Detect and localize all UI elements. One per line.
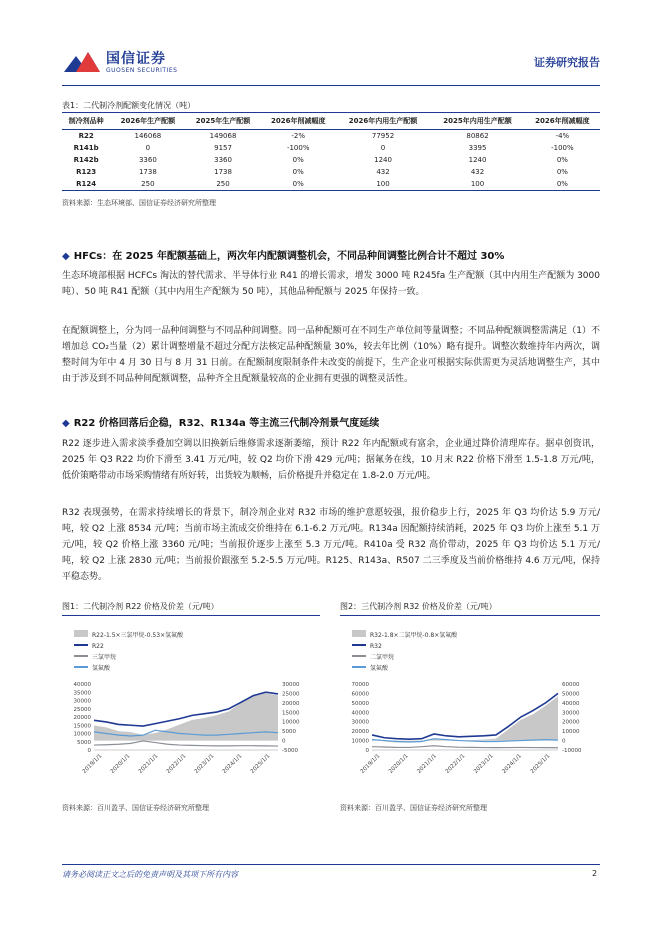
x-tick: 2024/1/1 — [501, 753, 524, 775]
x-tick: 2020/1/1 — [388, 753, 410, 775]
table-cell: -100% — [551, 144, 574, 152]
table-cell: 432 — [470, 168, 485, 176]
table-cell: 1738 — [138, 168, 157, 176]
table-cell: 3395 — [468, 144, 487, 152]
y-left-tick: 20000 — [73, 715, 91, 721]
table-cell: 0% — [261, 178, 336, 191]
y-right-tick: 30000 — [562, 710, 580, 717]
legend-label: R22 — [92, 643, 104, 650]
x-tick: 2022/1/1 — [165, 753, 188, 775]
table-cell: 100 — [430, 178, 524, 191]
table-cell: 146068 — [134, 132, 162, 140]
x-tick: 2020/1/1 — [109, 753, 132, 775]
table-title: 表1：二代制冷剂配额变化情况（吨） — [62, 101, 196, 110]
x-tick: 2025/1/1 — [249, 753, 272, 775]
y-right-tick: -10000 — [562, 748, 582, 754]
y-left-tick: 35000 — [73, 690, 91, 697]
table-cell: 0% — [292, 156, 304, 164]
figure1-title: 图1：二代制冷剂 R22 价格及价差（元/吨） — [62, 601, 320, 616]
x-tick: 2019/1/1 — [359, 753, 382, 775]
section-heading-hfcs — [62, 247, 602, 262]
y-right-tick: 40000 — [562, 700, 580, 707]
y-left-tick: 0 — [87, 748, 91, 754]
x-tick: 2025/1/1 — [529, 753, 552, 775]
table-cell: 0% — [556, 168, 568, 176]
col-header: 2026年生产配额 — [110, 113, 185, 130]
paragraph: 生态环境部根据 HCFCs 淘汰的替代需求、半导体行业 R41 的增长需求，增发 3000 吨 R245fa 生产配额（其中内用生产配额为 3000 吨）、50 吨 R41 配额（其中内用生产配额为 50 吨），其他品种配额与 2025 年保持一致。 — [62, 271, 600, 297]
table-cell: 100 — [336, 178, 430, 191]
legend-label: R32-1.8×二氯甲烷-0.8×氢氟酸 — [370, 632, 458, 639]
diamond-bullet-icon: ◆ — [62, 251, 70, 262]
table-cell: 250 — [110, 178, 185, 191]
table-cell: 0% — [556, 156, 568, 164]
y-left-tick: 15000 — [73, 723, 91, 730]
y-right-tick: 0 — [282, 738, 286, 745]
table-cell: -4% — [555, 132, 570, 140]
y-left-tick: 50000 — [351, 700, 369, 707]
y-left-tick: 30000 — [73, 698, 91, 705]
page-number: 2 — [592, 869, 598, 878]
table-cell: 1738 — [214, 168, 232, 176]
section-heading-text: R22 价格回落后企稳，R32、R134a 等主流三代制冷剂景气度延续 — [73, 418, 380, 429]
y-left-tick: 25000 — [73, 706, 91, 713]
paragraph: R22 逐步进入需求淡季叠加空调以旧换新后维修需求逐渐萎缩，预计 R22 年内配额或有富余，企业通过降价清理库存。据卓创资讯，2025 年 Q3 R22 均价下滑至 3.41 万元/吨，较 Q2 均价下滑 429 元/吨；据氟务在线，10 月末 R22 价格下滑至 1.5-1.8 万元/吨，低价策略带动市场采购情绪有所好转，出货较为顺畅，后价格提升并稳定在 1.8-2.0 万元/吨。 — [62, 439, 600, 481]
x-tick: 2022/1/1 — [444, 753, 467, 775]
col-header: 2026年内用生产配额 — [336, 113, 430, 130]
y-right-tick: 15000 — [282, 710, 300, 717]
report-type: 证券研究报告 — [534, 56, 600, 69]
spread-area — [372, 696, 558, 742]
table-header-row — [62, 113, 600, 130]
y-right-tick: 0 — [562, 738, 566, 745]
legend-label: 二氯甲烷 — [370, 654, 395, 661]
r32-price-chart — [340, 622, 600, 790]
table-cell: 0 — [145, 144, 151, 152]
legend-label: 三氯甲烷 — [92, 654, 117, 661]
y-left-tick: 70000 — [351, 682, 369, 688]
y-left-tick: 40000 — [73, 682, 91, 688]
y-right-tick: -5000 — [282, 748, 298, 754]
footer-disclaimer: 请务必阅读正文之后的免责声明及其项下所有内容 — [62, 870, 238, 879]
table-row — [62, 166, 600, 178]
table-cell: R124 — [62, 178, 110, 191]
table-cell: R142b — [73, 156, 99, 164]
y-left-tick: 5000 — [77, 739, 91, 746]
y-right-tick: 25000 — [282, 691, 300, 698]
table-cell: 0 — [380, 144, 386, 152]
legend-swatch — [352, 630, 366, 637]
figure2-title: 图2：三代制冷剂 R32 价格及价差（元/吨） — [340, 601, 600, 616]
y-left-tick: 10000 — [73, 731, 91, 738]
table-cell: R123 — [76, 168, 97, 176]
y-left-tick: 40000 — [351, 710, 369, 717]
y-right-tick: 20000 — [562, 719, 580, 726]
y-right-tick: 20000 — [282, 700, 300, 707]
table-cell: -2% — [291, 132, 306, 140]
y-right-tick: 10000 — [282, 719, 300, 726]
guosen-logo — [62, 42, 192, 82]
table-cell: 3360 — [138, 156, 157, 164]
paragraph: R32 表现强势，在需求持续增长的背景下，制冷剂企业对 R32 市场的维护意愿较强，报价稳步上行，2025 年 Q3 均价达 5.9 万元/吨，较 Q2 上涨 8534 元/吨；当前市场主流成交价维持在 6.1-6.2 万元/吨。R134a 因配额持续消耗，2025 年 Q3 均价上涨至 5.1 万元/吨，较 Q2 价格上涨 3360 元/吨；当前报价逐步上涨至 5.3 万元/吨。R410a 受 R32 高价带动，2025 年 Q3 均价达 5.1 万元/吨，较 Q2 上涨 2830 元/吨；当前报价跟涨至 5.2-5.5 万元/吨。R125、R143a、R507 二三季度及当前价格维持 4.6 万元/吨，保持平稳态势。 — [62, 508, 600, 582]
col-header: 制冷剂品种 — [62, 113, 110, 130]
x-tick: 2024/1/1 — [221, 753, 244, 775]
table-cell: 1240 — [374, 156, 392, 164]
x-tick: 2023/1/1 — [473, 753, 495, 775]
y-right-tick: 30000 — [282, 682, 300, 688]
legend-swatch — [74, 630, 88, 637]
quota-table — [62, 112, 600, 191]
paragraph: 在配额调整上，分为同一品种间调整与不同品种间调整。同一品种配额可在不同生产单位间等量调整；不同品种配额调整需满足（1）不增加总 CO₂当量（2）累计调整增量不超过分配方法核定品种配额量 30%，较去年比例（10%）略有提升。调整次数维持年内两次，调整时间为年中 4 月 30 日与 8 月 31 日前。在配额制度限制条件未改变的前提下，生产企业可根据实际供需更为灵活地调整生产，其中由于涉及到不同品种间配额调整，品种齐全且配额量较高的企业拥有更强的调整灵活性。 — [62, 326, 600, 384]
section-heading-r22 — [62, 414, 602, 429]
y-right-tick: 50000 — [562, 691, 580, 698]
legend-label: R22-1.5×三氯甲烷-0.53×氢氟酸 — [92, 632, 184, 639]
solvent-price-line — [94, 741, 278, 746]
col-header: 2026年削减幅度 — [261, 113, 336, 130]
table-cell: -100% — [286, 144, 310, 152]
table-cell: 0% — [525, 178, 600, 191]
table-cell: 149068 — [209, 132, 237, 140]
legend-label: 氢氟酸 — [92, 665, 111, 672]
page-header — [62, 38, 600, 86]
figure2-source: 资料来源：百川盈孚、国信证券经济研究所整理 — [340, 804, 487, 812]
table-cell: 80862 — [466, 132, 489, 140]
table-row — [62, 178, 600, 191]
logo-mark-icon — [62, 46, 102, 76]
table-cell: 0% — [292, 168, 304, 176]
col-header: 2025年生产配额 — [185, 113, 260, 130]
y-left-tick: 60000 — [351, 691, 369, 698]
x-tick: 2021/1/1 — [416, 753, 439, 775]
table-cell: 250 — [185, 178, 260, 191]
r22-price-chart — [62, 622, 320, 790]
table-row — [62, 130, 600, 143]
y-right-tick: 60000 — [562, 682, 580, 688]
y-left-tick: 10000 — [351, 738, 369, 745]
x-tick: 2021/1/1 — [137, 753, 160, 775]
y-left-tick: 30000 — [351, 719, 369, 726]
solvent-price-line — [372, 746, 558, 748]
table-cell: 77952 — [371, 132, 395, 140]
table-cell: 3360 — [214, 156, 232, 164]
x-tick: 2023/1/1 — [193, 753, 216, 775]
figure1-source: 资料来源：百川盈孚、国信证券经济研究所整理 — [62, 804, 209, 812]
x-tick: 2019/1/1 — [81, 753, 104, 775]
logo-cn: 国信证券 — [106, 51, 166, 67]
diamond-bullet-icon: ◆ — [62, 418, 70, 429]
logo-en: GUOSEN SECURITIES — [106, 67, 178, 74]
table-row — [62, 142, 600, 154]
legend-label: 氢氟酸 — [370, 665, 389, 672]
table-cell: 432 — [376, 168, 390, 176]
table-cell: R141b — [73, 144, 99, 152]
col-header: 2025年内用生产配额 — [430, 113, 524, 130]
section-heading-text: HFCs：在 2025 年配额基础上，两次年内配额调整机会，不同品种间调整比例合计不超过 30% — [73, 251, 505, 262]
y-left-tick: 20000 — [351, 729, 369, 736]
table-row — [62, 154, 600, 166]
table-cell: R22 — [78, 132, 94, 140]
table-cell: 1240 — [468, 156, 487, 164]
table-source: 资料来源：生态环境部、国信证券经济研究所整理 — [62, 199, 216, 207]
col-header: 2026年削减幅度 — [525, 113, 600, 130]
y-right-tick: 10000 — [562, 729, 580, 736]
legend-label: R32 — [370, 643, 382, 650]
y-right-tick: 5000 — [282, 729, 296, 736]
footer-divider — [62, 864, 600, 865]
table-cell: 9157 — [214, 144, 232, 152]
y-left-tick: 0 — [365, 748, 369, 754]
